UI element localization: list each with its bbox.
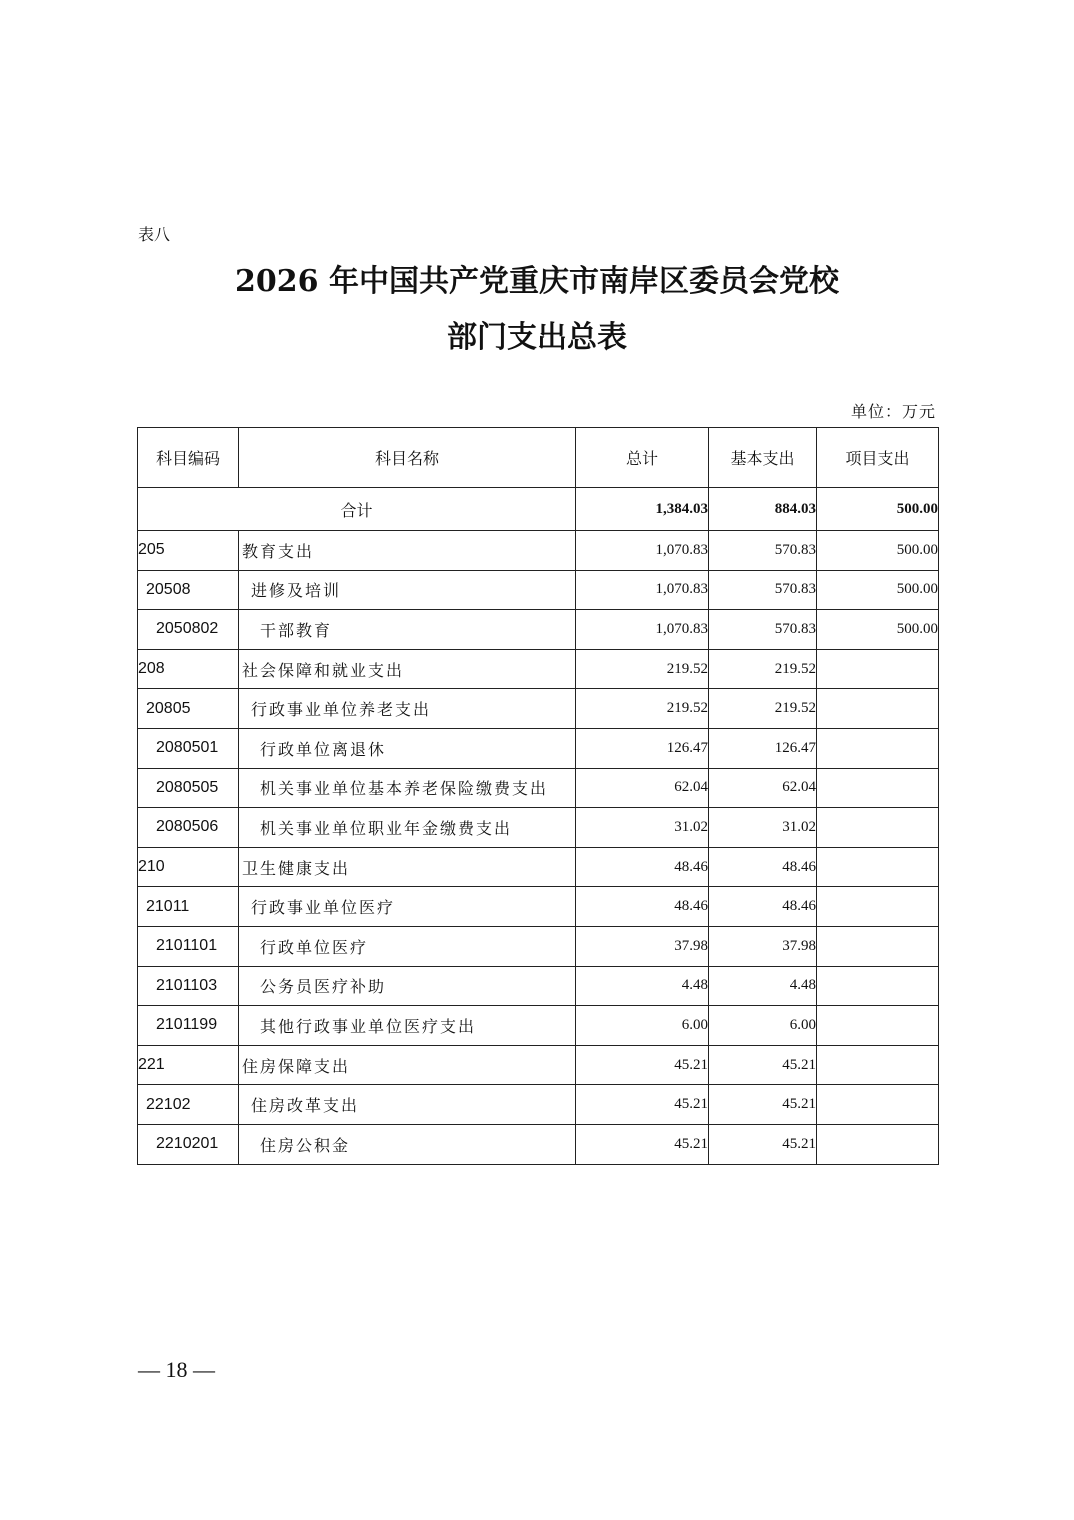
project-expenditure-cell: [817, 966, 939, 1006]
subject-code-cell: 205: [138, 531, 239, 571]
header-basic-expenditure: 基本支出: [709, 428, 817, 488]
total-cell: 6.00: [576, 1006, 709, 1046]
total-row: [138, 488, 939, 531]
total-basic-value: 884.03: [709, 488, 817, 531]
table-row: [138, 1045, 939, 1085]
project-expenditure-cell: [817, 728, 939, 768]
subject-name-cell: 住房公积金: [239, 1124, 576, 1164]
project-expenditure-cell: 500.00: [817, 610, 939, 650]
total-total-value: 1,384.03: [576, 488, 709, 531]
project-expenditure-cell: [817, 926, 939, 966]
subject-name-cell: 行政单位离退休: [239, 728, 576, 768]
expenditure-table: [137, 427, 939, 1165]
table-row: [138, 966, 939, 1006]
total-cell: 48.46: [576, 887, 709, 927]
total-cell: 1,070.83: [576, 570, 709, 610]
basic-expenditure-cell: 62.04: [709, 768, 817, 808]
subject-code-cell: 2210201: [138, 1124, 239, 1164]
subject-name-cell: 机关事业单位基本养老保险缴费支出: [239, 768, 576, 808]
table-row: [138, 808, 939, 848]
table-row: [138, 887, 939, 927]
subject-code-cell: 208: [138, 649, 239, 689]
subject-code-cell: 2101199: [138, 1006, 239, 1046]
subject-code-cell: 2080505: [138, 768, 239, 808]
total-project-value: 500.00: [817, 488, 939, 531]
basic-expenditure-cell: 570.83: [709, 531, 817, 571]
total-cell: 62.04: [576, 768, 709, 808]
total-cell: 126.47: [576, 728, 709, 768]
table-row: [138, 1124, 939, 1164]
total-cell: 31.02: [576, 808, 709, 848]
page-title-line-2: 部门支出总表: [447, 320, 627, 355]
project-expenditure-cell: [817, 649, 939, 689]
basic-expenditure-cell: 45.21: [709, 1085, 817, 1125]
subject-name-cell: 干部教育: [239, 610, 576, 650]
total-cell: 45.21: [576, 1045, 709, 1085]
subject-code-cell: 22102: [138, 1085, 239, 1125]
project-expenditure-cell: [817, 1085, 939, 1125]
unit-label: 单位：万元: [850, 402, 936, 421]
project-expenditure-cell: [817, 1045, 939, 1085]
table-row: [138, 570, 939, 610]
table-row: [138, 531, 939, 571]
total-cell: 45.21: [576, 1085, 709, 1125]
header-subject-code: 科目编码: [138, 428, 239, 488]
total-cell: 45.21: [576, 1124, 709, 1164]
header-subject-name: 科目名称: [239, 428, 576, 488]
basic-expenditure-cell: 48.46: [709, 847, 817, 887]
basic-expenditure-cell: 45.21: [709, 1045, 817, 1085]
subject-code-cell: 21011: [138, 887, 239, 927]
subject-code-cell: 2101101: [138, 926, 239, 966]
total-label: 合计: [138, 488, 576, 531]
table-row: [138, 926, 939, 966]
basic-expenditure-cell: 219.52: [709, 689, 817, 729]
header-project-expenditure: 项目支出: [817, 428, 939, 488]
project-expenditure-cell: [817, 887, 939, 927]
table-row: [138, 1006, 939, 1046]
table-label: 表八: [138, 225, 171, 244]
project-expenditure-cell: [817, 847, 939, 887]
subject-code-cell: 20805: [138, 689, 239, 729]
header-total: 总计: [576, 428, 709, 488]
project-expenditure-cell: [817, 808, 939, 848]
table-row: [138, 728, 939, 768]
subject-name-cell: 住房改革支出: [239, 1085, 576, 1125]
total-cell: 4.48: [576, 966, 709, 1006]
subject-name-cell: 其他行政事业单位医疗支出: [239, 1006, 576, 1046]
total-cell: 1,070.83: [576, 610, 709, 650]
subject-name-cell: 行政单位医疗: [239, 926, 576, 966]
table-row: [138, 689, 939, 729]
subject-name-cell: 进修及培训: [239, 570, 576, 610]
subject-code-cell: 2101103: [138, 966, 239, 1006]
subject-code-cell: 2080501: [138, 728, 239, 768]
basic-expenditure-cell: 570.83: [709, 610, 817, 650]
subject-name-cell: 社会保障和就业支出: [239, 649, 576, 689]
subject-code-cell: 210: [138, 847, 239, 887]
table-header-row: [138, 428, 939, 488]
table-row: [138, 768, 939, 808]
project-expenditure-cell: 500.00: [817, 570, 939, 610]
total-cell: 219.52: [576, 689, 709, 729]
page-number: — 18 —: [138, 1357, 215, 1382]
basic-expenditure-cell: 126.47: [709, 728, 817, 768]
subject-name-cell: 教育支出: [239, 531, 576, 571]
basic-expenditure-cell: 6.00: [709, 1006, 817, 1046]
table-row: [138, 1085, 939, 1125]
project-expenditure-cell: [817, 1124, 939, 1164]
subject-name-cell: 住房保障支出: [239, 1045, 576, 1085]
basic-expenditure-cell: 4.48: [709, 966, 817, 1006]
page-title-line-1: 2026 年中国共产党重庆市南岸区委员会党校: [235, 264, 839, 299]
table-row: [138, 649, 939, 689]
project-expenditure-cell: [817, 768, 939, 808]
table-row: [138, 610, 939, 650]
subject-code-cell: 2080506: [138, 808, 239, 848]
subject-name-cell: 行政事业单位医疗: [239, 887, 576, 927]
subject-name-cell: 机关事业单位职业年金缴费支出: [239, 808, 576, 848]
basic-expenditure-cell: 48.46: [709, 887, 817, 927]
subject-code-cell: 2050802: [138, 610, 239, 650]
subject-name-cell: 卫生健康支出: [239, 847, 576, 887]
subject-code-cell: 221: [138, 1045, 239, 1085]
total-cell: 1,070.83: [576, 531, 709, 571]
project-expenditure-cell: [817, 1006, 939, 1046]
total-cell: 37.98: [576, 926, 709, 966]
subject-name-cell: 行政事业单位养老支出: [239, 689, 576, 729]
total-cell: 48.46: [576, 847, 709, 887]
project-expenditure-cell: [817, 689, 939, 729]
basic-expenditure-cell: 570.83: [709, 570, 817, 610]
basic-expenditure-cell: 219.52: [709, 649, 817, 689]
basic-expenditure-cell: 37.98: [709, 926, 817, 966]
subject-code-cell: 20508: [138, 570, 239, 610]
basic-expenditure-cell: 31.02: [709, 808, 817, 848]
subject-name-cell: 公务员医疗补助: [239, 966, 576, 1006]
total-cell: 219.52: [576, 649, 709, 689]
basic-expenditure-cell: 45.21: [709, 1124, 817, 1164]
table-row: [138, 847, 939, 887]
project-expenditure-cell: 500.00: [817, 531, 939, 571]
